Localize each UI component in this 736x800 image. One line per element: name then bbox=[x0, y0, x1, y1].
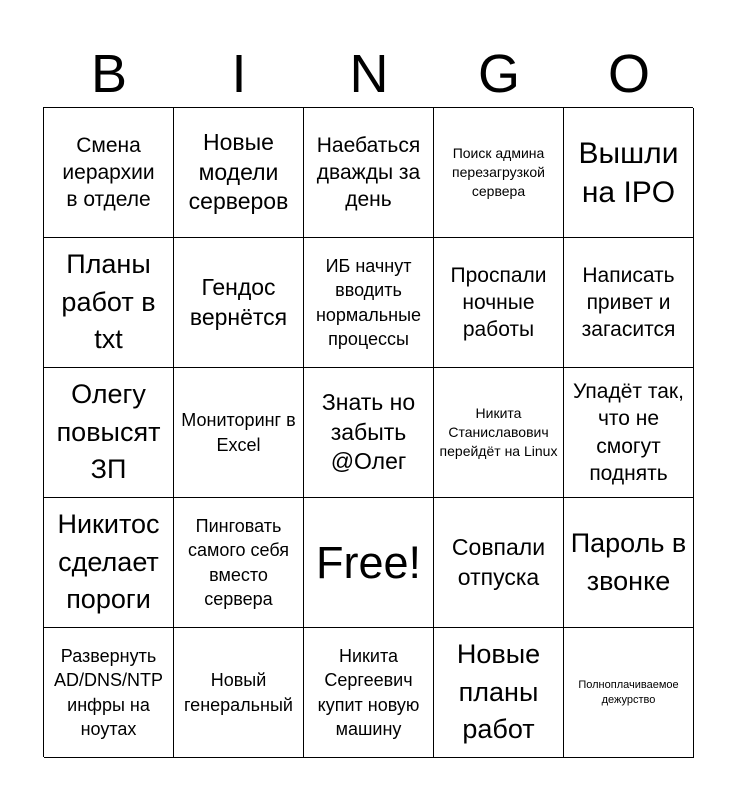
bingo-card-grid bbox=[43, 107, 693, 757]
bingo-cell[interactable] bbox=[44, 238, 174, 368]
bingo-cell[interactable] bbox=[434, 368, 564, 498]
free-space-label: Free! bbox=[315, 537, 422, 588]
bingo-cell[interactable] bbox=[174, 628, 304, 758]
cell-text: Совпали отпуска bbox=[451, 533, 546, 590]
header-letter-n: N bbox=[349, 44, 389, 104]
bingo-cell[interactable] bbox=[44, 108, 174, 238]
cell-text: Никитос сделает пороги bbox=[57, 508, 160, 615]
bingo-cell[interactable] bbox=[44, 368, 174, 498]
bingo-cell[interactable] bbox=[174, 108, 304, 238]
cell-text: Никита Станиславович перейдёт на Linux bbox=[439, 405, 558, 459]
cell-text: Новые планы работ bbox=[456, 638, 541, 745]
cell-text: Развернуть AD/DNS/NTP инфры на ноутах bbox=[53, 645, 163, 739]
cell-text: Планы работ в txt bbox=[61, 248, 156, 355]
bingo-cell[interactable] bbox=[564, 368, 694, 498]
bingo-cell[interactable] bbox=[564, 498, 694, 628]
cell-text: Смена иерархии в отделе bbox=[62, 133, 155, 212]
cell-text: Написать привет и загасится bbox=[581, 263, 676, 342]
cell-text: Новые модели серверов bbox=[188, 128, 289, 215]
free-space-cell[interactable] bbox=[304, 498, 434, 628]
bingo-header bbox=[44, 40, 694, 108]
cell-text: Пароль в звонке bbox=[570, 527, 687, 596]
bingo-cell[interactable] bbox=[564, 108, 694, 238]
cell-text: Олегу повысят ЗП bbox=[56, 378, 161, 485]
header-letter-i: I bbox=[231, 44, 247, 104]
bingo-cell[interactable] bbox=[434, 238, 564, 368]
cell-text: Никита Сергеевич купит новую машину bbox=[317, 645, 420, 739]
bingo-cell[interactable] bbox=[564, 628, 694, 758]
bingo-cell[interactable] bbox=[174, 368, 304, 498]
bingo-cell[interactable] bbox=[434, 498, 564, 628]
cell-text: Поиск админа перезагрузкой сервера bbox=[452, 145, 545, 199]
header-letter-b: B bbox=[90, 44, 128, 104]
cell-text: Наебаться дважды за день bbox=[316, 133, 421, 212]
bingo-cell[interactable] bbox=[174, 498, 304, 628]
bingo-cell[interactable] bbox=[304, 238, 434, 368]
header-letter-g: G bbox=[477, 44, 520, 104]
cell-text: ИБ начнут вводить нормальные процессы bbox=[315, 255, 422, 349]
cell-text: Пинговать самого себя вместо сервера bbox=[187, 515, 290, 609]
bingo-cell[interactable] bbox=[434, 628, 564, 758]
cell-text: Полноплачиваемое дежурство bbox=[578, 679, 679, 706]
bingo-cell[interactable] bbox=[304, 368, 434, 498]
cell-text: Упадёт так, что не смогут поднять bbox=[573, 379, 684, 485]
bingo-cell[interactable] bbox=[44, 628, 174, 758]
bingo-cell[interactable] bbox=[304, 108, 434, 238]
bingo-cell[interactable] bbox=[564, 238, 694, 368]
cell-text: Знать но забыть @Олег bbox=[321, 388, 416, 475]
cell-text: Проспали ночные работы bbox=[450, 263, 547, 342]
bingo-cell[interactable] bbox=[44, 498, 174, 628]
bingo-cell[interactable] bbox=[174, 238, 304, 368]
cell-text: Новый генеральный bbox=[184, 670, 293, 715]
cell-text: Гендос вернётся bbox=[189, 273, 288, 330]
header-letter-o: O bbox=[607, 44, 650, 104]
bingo-cell[interactable] bbox=[434, 108, 564, 238]
cell-text: Мониторинг в Excel bbox=[181, 410, 296, 455]
bingo-cell[interactable] bbox=[304, 628, 434, 758]
cell-text: Вышли на IPO bbox=[578, 136, 679, 209]
